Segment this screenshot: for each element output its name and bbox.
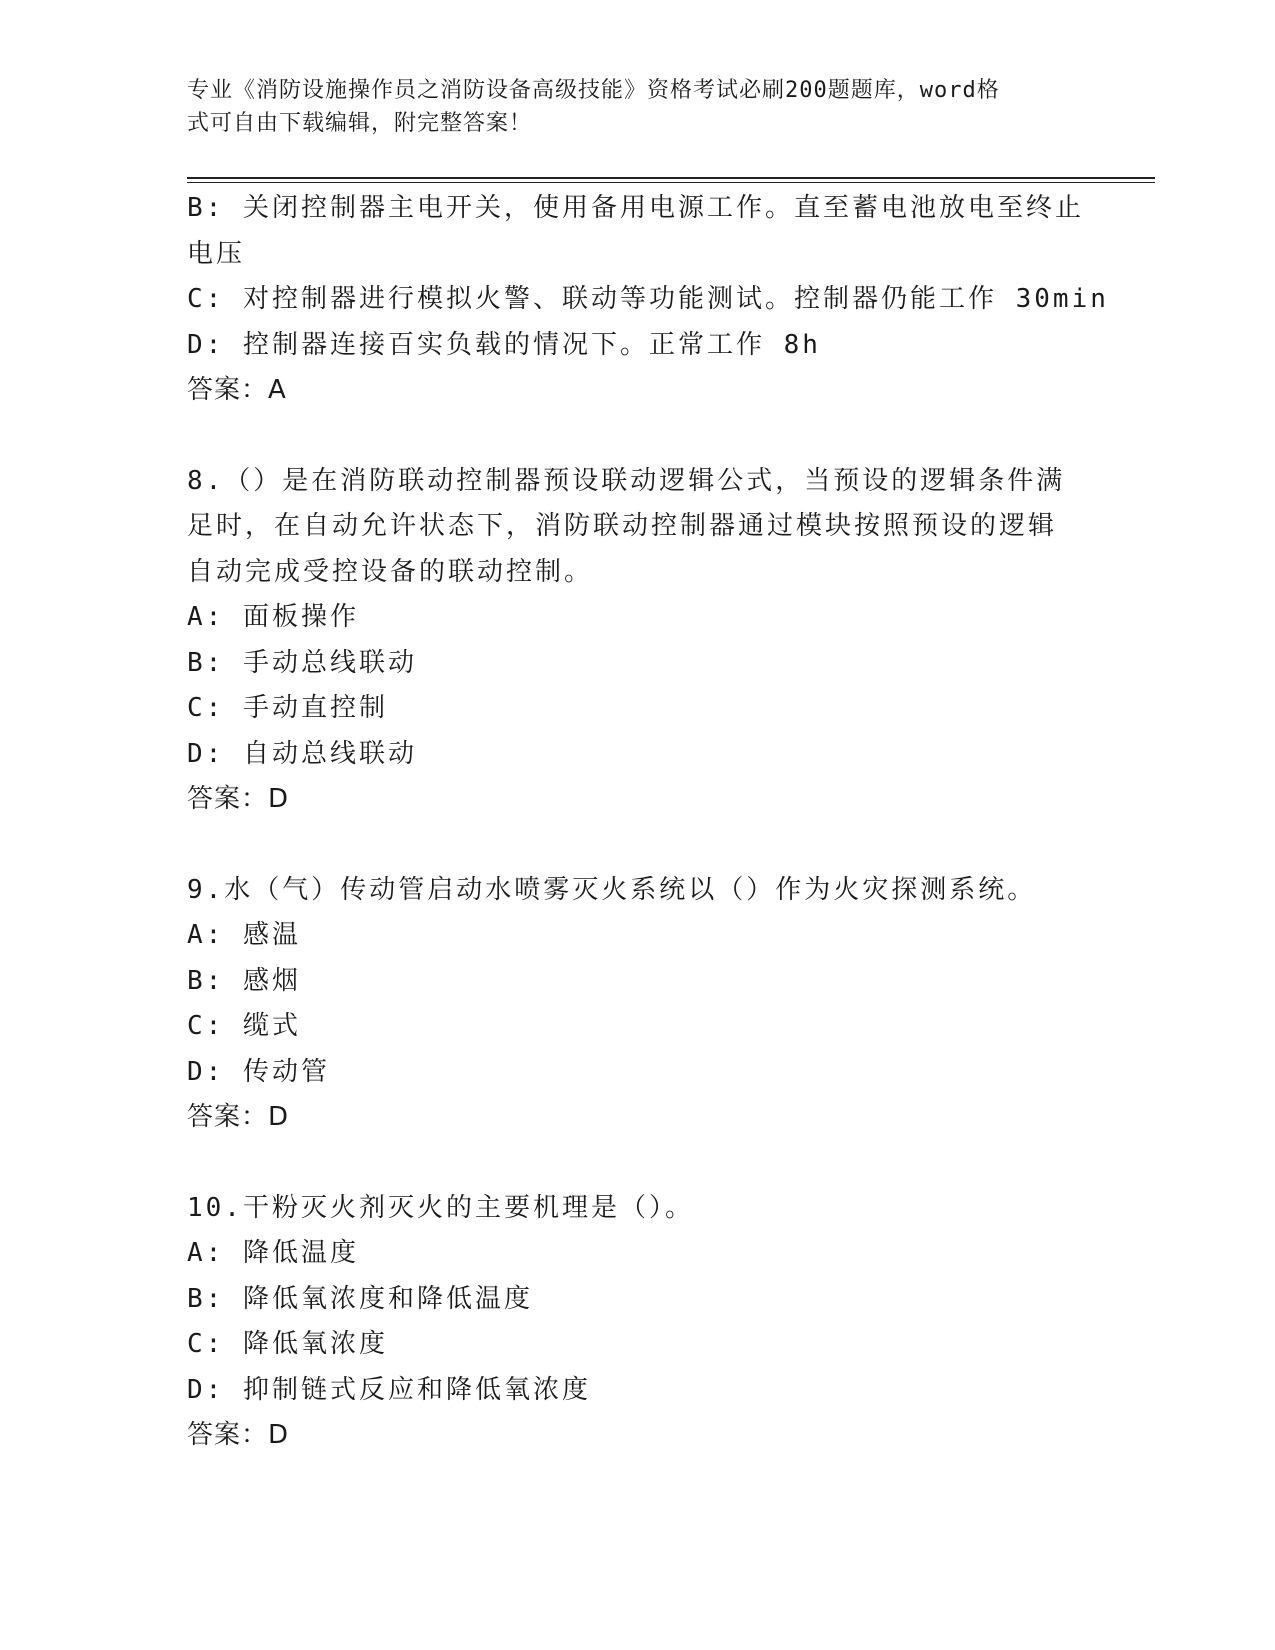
question-8 bbox=[187, 459, 1087, 823]
header-divider-thin bbox=[187, 182, 1155, 183]
answer-label: 答案：D bbox=[187, 1102, 290, 1132]
option-c: C: 手动直控制 bbox=[187, 693, 388, 723]
previous-question-options bbox=[187, 186, 1109, 414]
option-c: C: 缆式 bbox=[187, 1011, 301, 1041]
question-text: 8.（）是在消防联动控制器预设联动逻辑公式，当预设的逻辑条件满 bbox=[187, 465, 1066, 496]
question-10 bbox=[187, 1186, 1087, 1459]
header-divider-thick bbox=[187, 177, 1155, 179]
header-line-2: 式可自由下载编辑，附完整答案！ bbox=[187, 111, 533, 136]
option-b: B: 感烟 bbox=[187, 965, 301, 996]
answer-label: 答案：A bbox=[187, 375, 287, 405]
question-text: 9.水（气）传动管启动水喷雾灭火系统以（）作为火灾探测系统。 bbox=[187, 874, 1037, 905]
option-d: D: 自动总线联动 bbox=[187, 738, 417, 769]
answer-label: 答案：D bbox=[187, 1420, 290, 1450]
question-text: 10.干粉灭火剂灭火的主要机理是（）。 bbox=[187, 1192, 694, 1223]
question-text: 自动完成受控设备的联动控制。 bbox=[187, 556, 594, 587]
question-text: 足时，在自动允许状态下，消防联动控制器通过模块按照预设的逻辑 bbox=[187, 511, 1058, 541]
question-9 bbox=[187, 868, 1087, 1141]
option-a: A: 面板操作 bbox=[187, 602, 359, 632]
answer-label: 答案：D bbox=[187, 784, 290, 814]
option-d: D: 抑制链式反应和降低氧浓度 bbox=[187, 1374, 591, 1405]
option-b-continued: 电压 bbox=[187, 238, 246, 269]
document-header bbox=[187, 74, 1067, 140]
header-line-1: 专业《消防设施操作员之消防设备高级技能》资格考试必刷200题题库，word格 bbox=[187, 78, 1000, 103]
option-d: D: 控制器连接百实负载的情况下。正常工作 8h bbox=[187, 329, 821, 360]
option-c: C: 对控制器进行模拟火警、联动等功能测试。控制器仍能工作 30min bbox=[187, 284, 1109, 314]
question-content bbox=[187, 186, 1109, 1459]
option-b: B: 手动总线联动 bbox=[187, 647, 417, 678]
option-a: A: 感温 bbox=[187, 920, 301, 950]
option-b: B: 降低氧浓度和降低温度 bbox=[187, 1283, 533, 1314]
option-c: C: 降低氧浓度 bbox=[187, 1329, 388, 1359]
option-a: A: 降低温度 bbox=[187, 1238, 359, 1268]
option-d: D: 传动管 bbox=[187, 1056, 330, 1087]
option-b: B: 关闭控制器主电开关，使用备用电源工作。直至蓄电池放电至终止 bbox=[187, 193, 1084, 223]
